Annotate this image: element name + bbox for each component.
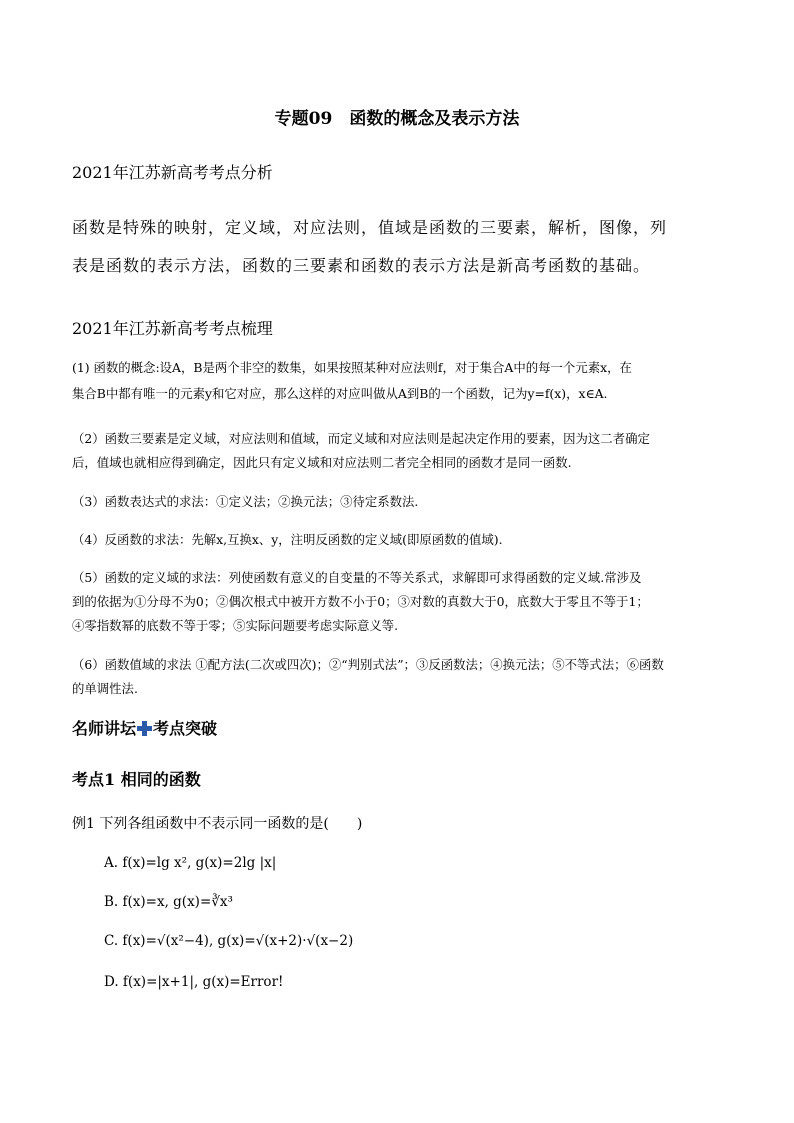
option-c: C. f(x)=√(x²−4), g(x)=√(x+2)·√(x−2) [104, 933, 354, 949]
item6-line-1: （6）函数值域的求法 ①配方法(二次或四次)；②“判别式法”；③反函数法；④换元法；⑤不等式法；⑥函数 [72, 657, 664, 672]
item2-line-2: 后，值域也就相应得到确定，因此只有定义域和对应法则二者完全相同的函数才是同一函数. [72, 455, 572, 470]
item5-line-3: ④零指数幂的底数不等于零；⑤实际问题要考虑实际意义等. [72, 618, 399, 633]
item4-line-1: （4）反函数的求法：先解x,互换x、y，注明反函数的定义域(即原函数的值域). [72, 532, 503, 547]
item1-line-1: (1) 函数的概念:设A，B是两个非空的数集，如果按照某种对应法则f，对于集合A中的每一个元素x，在 [72, 360, 632, 375]
option-d: D. f(x)=|x+1|, g(x)=Error! [104, 974, 284, 990]
section-heading-analysis: 2021年江苏新高考考点分析 [72, 163, 273, 182]
example-stem: 例1 下列各组函数中不表示同一函数的是( ) [72, 816, 363, 832]
item5-line-2: 到的依据为①分母不为0；②偶次根式中被开方数不小于0；③对数的真数大于0，底数大于零且不等于1； [72, 594, 649, 609]
banner-right: 考点突破 [153, 719, 218, 738]
item2-line-1: （2）函数三要素是定义域，对应法则和值域，而定义域和对应法则是起决定作用的要素，因为这二者确定 [72, 431, 650, 446]
item1-line-2: 集合B中都有唯一的元素y和它对应，那么这样的对应叫做从A到B的一个函数，记为y=f(x)，x∈A. [72, 386, 608, 401]
option-a: A. f(x)=lg x², g(x)=2lg |x| [104, 855, 277, 871]
plus-icon [137, 721, 152, 736]
section-heading-summary: 2021年江苏新高考考点梳理 [72, 319, 273, 338]
page-title: 专题09 函数的概念及表示方法 [274, 109, 520, 129]
item3-line-1: （3）函数表达式的求法：①定义法；②换元法；③待定系数法. [72, 494, 419, 509]
item5-line-1: （5）函数的定义域的求法：列使函数有意义的自变量的不等关系式，求解即可求得函数的定义域.常涉及 [72, 570, 642, 585]
analysis-line-2: 表是函数的表示方法，函数的三要素和函数的表示方法是新高考函数的基础。 [72, 256, 651, 275]
option-b: B. f(x)=x, g(x)=∛x³ [104, 894, 233, 910]
analysis-line-1: 函数是特殊的映射，定义域，对应法则，值域是函数的三要素，解析，图像，列 [72, 218, 668, 237]
banner-left: 名师讲坛 [72, 719, 137, 738]
banner-heading [72, 716, 217, 739]
item6-line-2: 的单调性法. [72, 681, 138, 696]
kaodian-heading: 考点1 相同的函数 [72, 770, 201, 789]
